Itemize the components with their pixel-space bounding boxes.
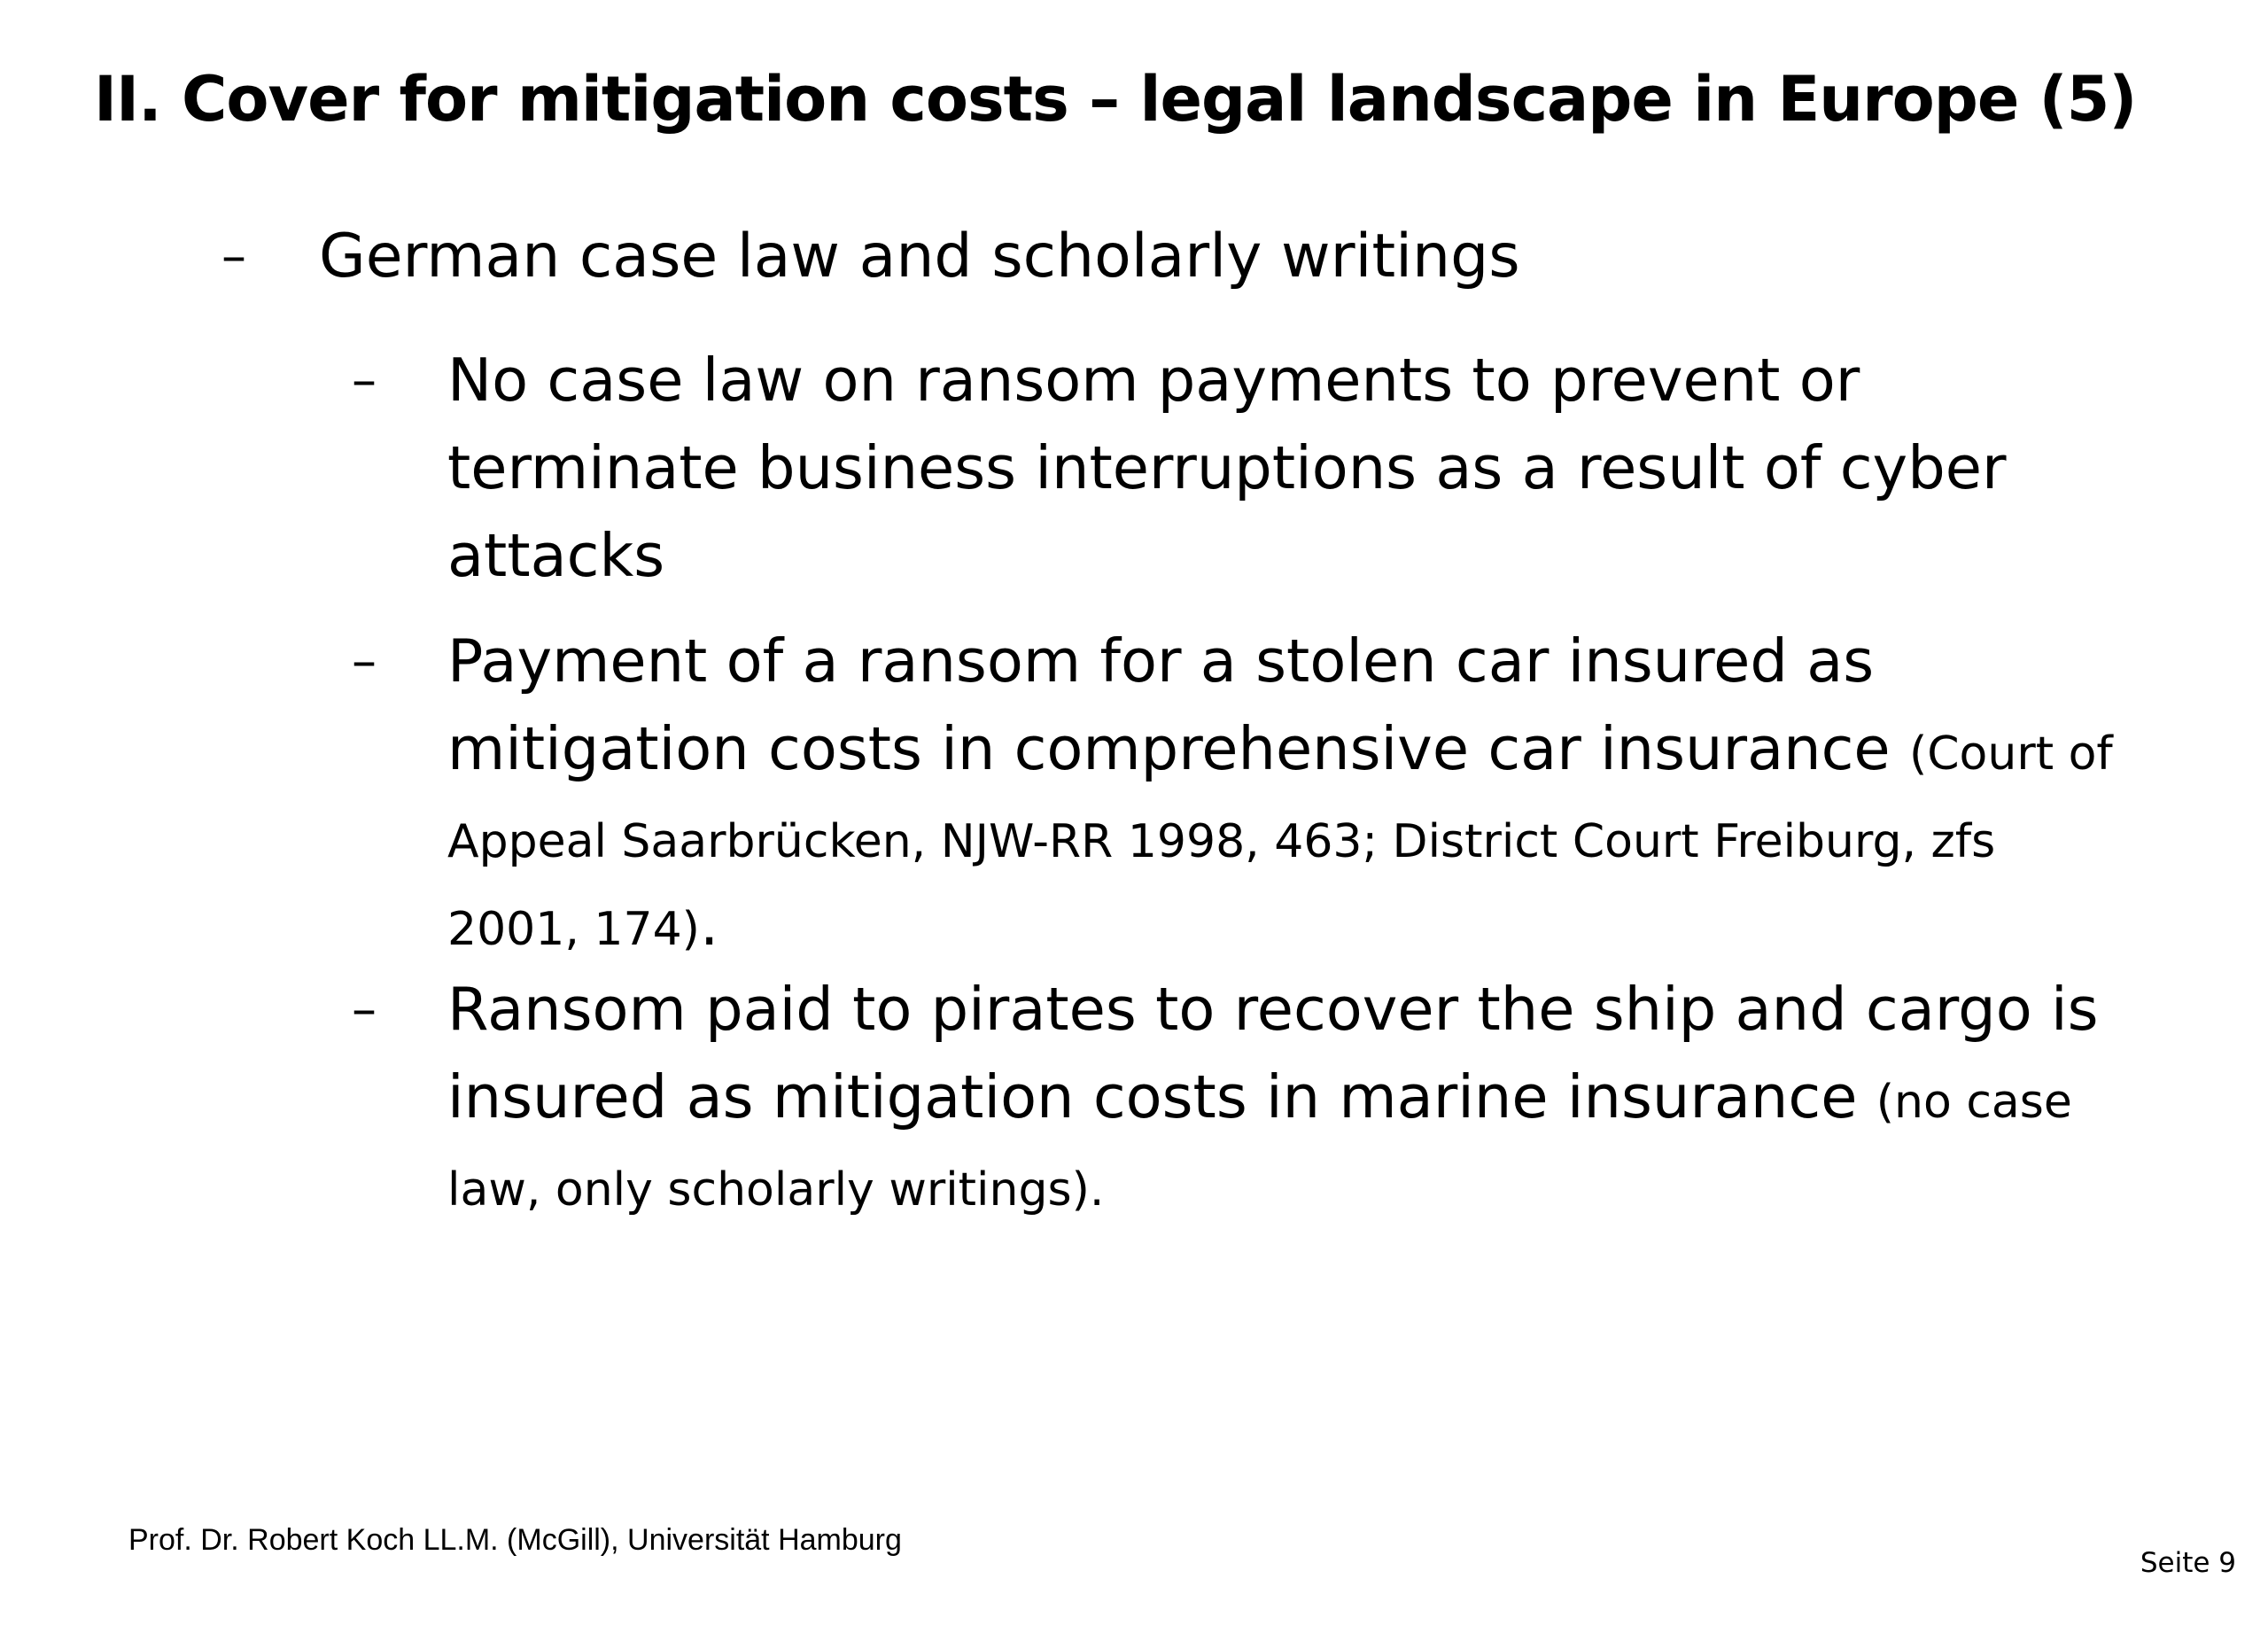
bullet-level2-item: [352, 618, 2212, 959]
footer-page-number: Seite 9: [2140, 1547, 2236, 1579]
bullet-dash: –: [221, 228, 246, 285]
bullet-main-text: Payment of a ransom for a stolen car insured as mitigation costs in comprehensive car insurance: [447, 626, 1909, 783]
bullet-level2-item: [352, 337, 2212, 603]
footer-author: Prof. Dr. Robert Koch LL.M. (McGill), Universität Hamburg: [128, 1523, 902, 1557]
bullet-citation: (Court of Appeal Saarbrücken, NJW-RR 1998, 463; District Court Freiburg, zfs 2001, 174): [447, 727, 2113, 956]
bullet-main-text: Ransom paid to pirates to recover the ship and cargo is insured as mitigation costs in marine insurance: [447, 975, 2099, 1131]
bullet-level2-text: [447, 618, 2113, 968]
slide-title: II. Cover for mitigation costs – legal landscape in Europe (5): [94, 63, 2137, 136]
bullet-level2-item: [352, 966, 2212, 1217]
bullet-level2-text: [447, 337, 2131, 600]
bullet-dash: –: [352, 981, 377, 1038]
bullet-citation: (no case law, only scholarly writings).: [447, 1076, 2072, 1217]
bullet-level1-text: German case law and scholarly writings: [319, 222, 1520, 292]
bullet-dash: –: [352, 633, 377, 690]
bullet-dash: –: [352, 352, 377, 409]
bullet-tail: .: [699, 890, 719, 959]
bullet-main-text: No case law on ransom payments to prevent or terminate business interruptions as a result of cyber attacks: [447, 346, 2007, 590]
bullet-level1: [221, 213, 2171, 301]
bullet-level2-text: [447, 966, 2113, 1229]
